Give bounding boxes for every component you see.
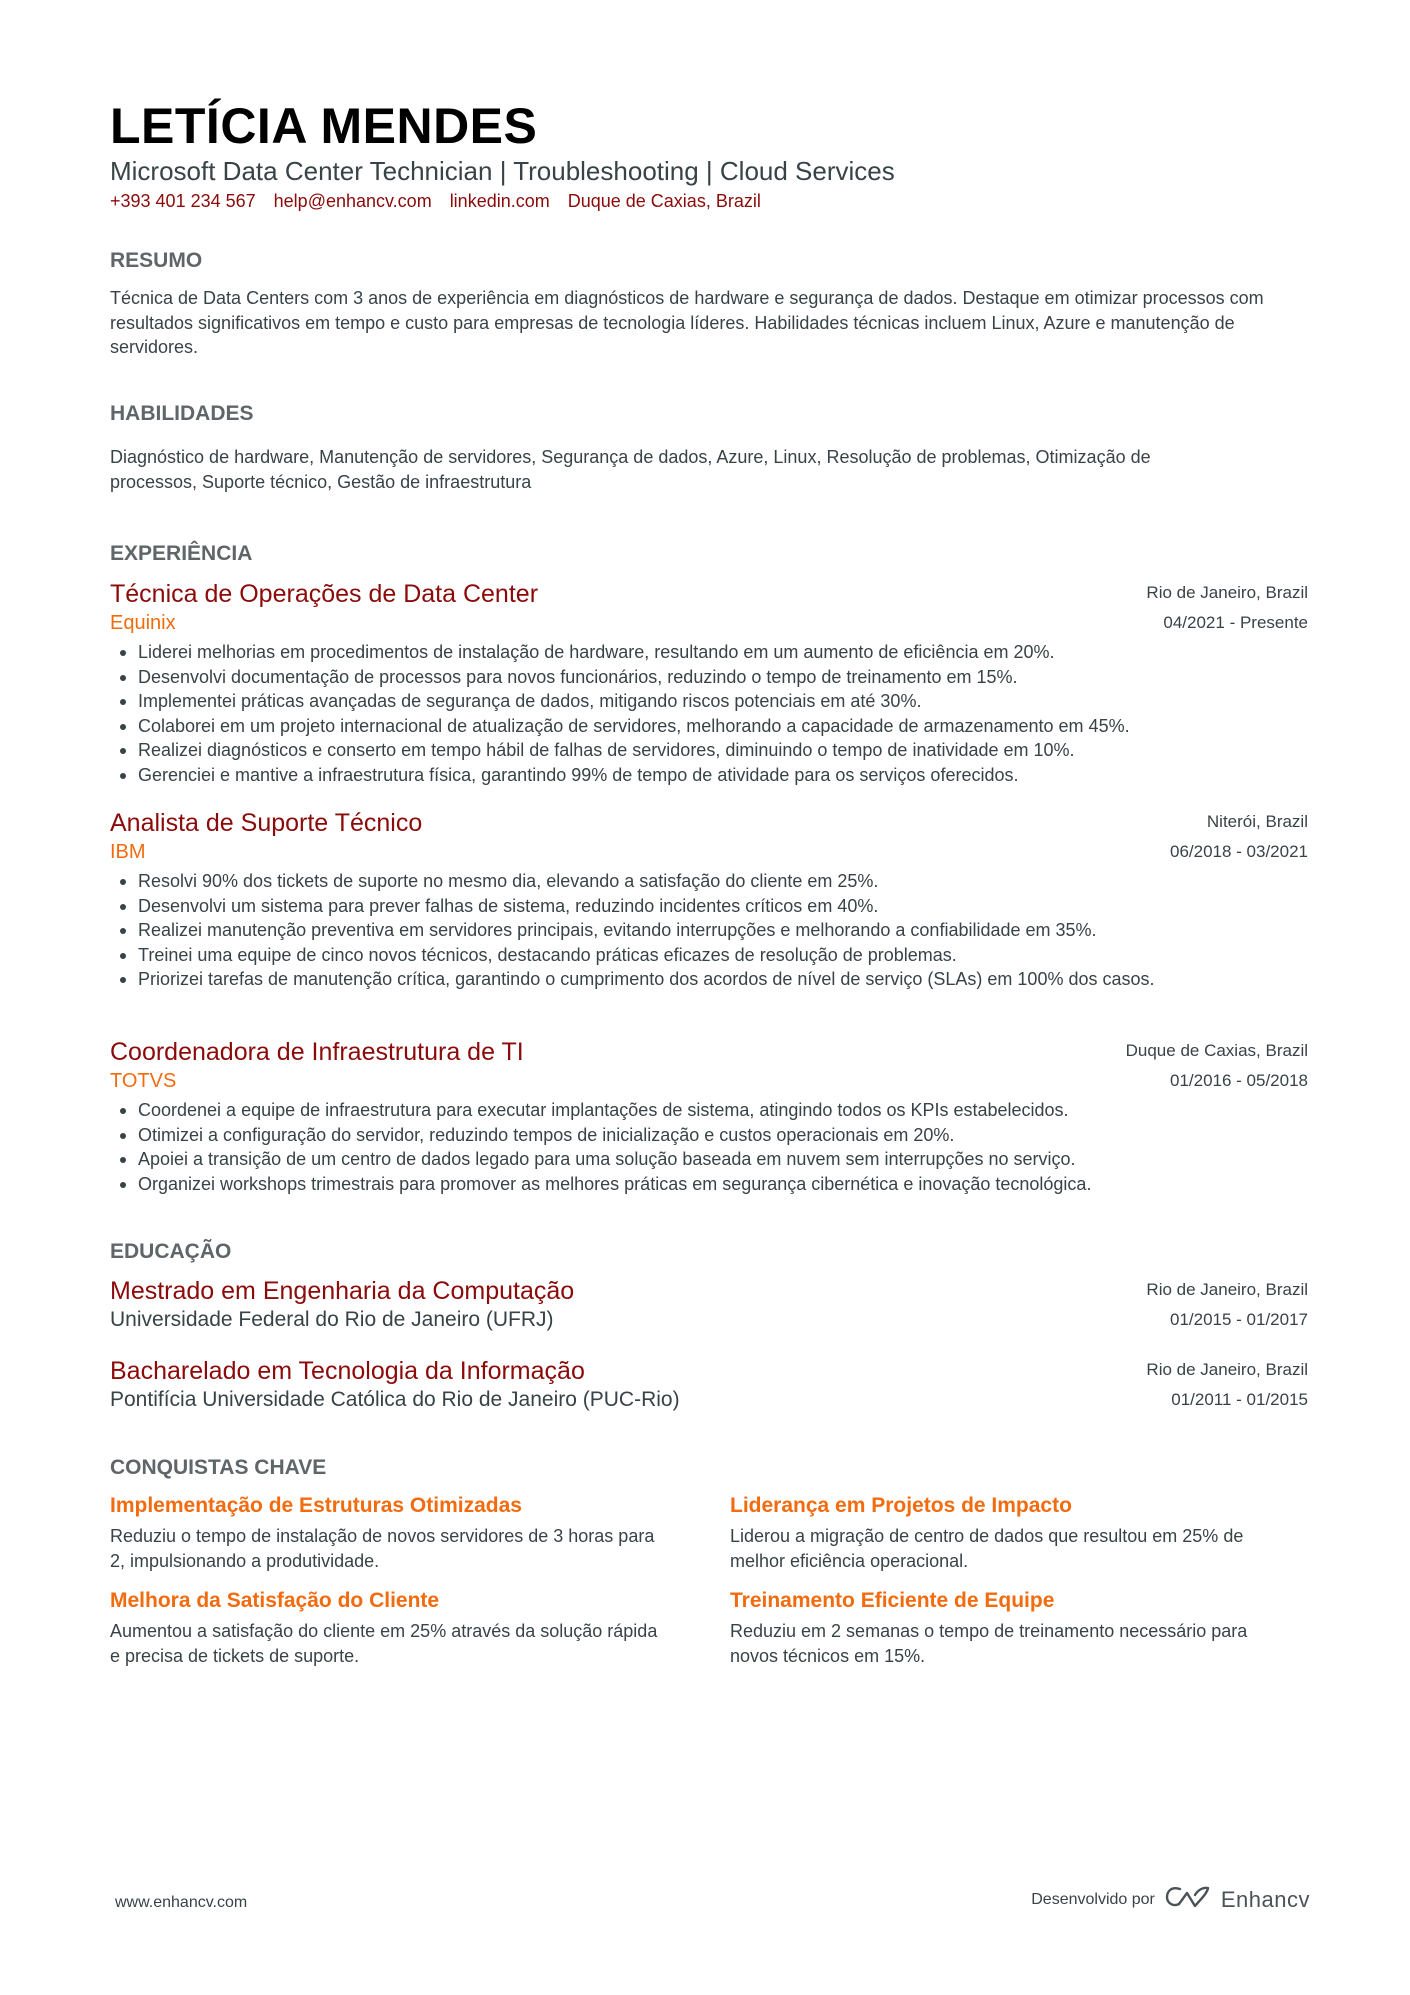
- achievement-title: Melhora da Satisfação do Cliente: [110, 1589, 440, 1612]
- bullet-item: Implementei práticas avançadas de segurança de dados, mitigando riscos potenciais em até 30%.: [110, 689, 1308, 714]
- achievement-title: Implementação de Estruturas Otimizadas: [110, 1494, 522, 1517]
- phone-link[interactable]: +393 401 234 567: [110, 191, 256, 211]
- achievement-description: Reduziu em 2 semanas o tempo de treinamento necessário para novos técnicos em 15%.: [730, 1621, 1248, 1666]
- achievement-item: [110, 1492, 730, 1573]
- achievement-item: [110, 1587, 730, 1668]
- section-title-achievements: CONQUISTAS CHAVE: [110, 1456, 327, 1479]
- linkedin-link[interactable]: linkedin.com: [449, 191, 550, 211]
- bullet-item: Liderei melhorias em procedimentos de instalação de hardware, resultando em um aumento de eficiência em 20%.: [110, 640, 1308, 665]
- education-dates: 01/2011 - 01/2015: [1171, 1390, 1308, 1409]
- enhancv-logo-icon: [1165, 1884, 1211, 1915]
- powered-by-label: Desenvolvido por: [1031, 1890, 1155, 1908]
- education-entry: [110, 1275, 1308, 1335]
- bullet-item: Resolvi 90% dos tickets de suporte no mesmo dia, elevando a satisfação do cliente em 25%.: [110, 869, 1308, 894]
- bullet-item: Coordenei a equipe de infraestrutura para executar implantações de sistema, atingindo todos os KPIs estabelecidos.: [110, 1098, 1308, 1123]
- school-location: Rio de Janeiro, Brazil: [1146, 1280, 1308, 1299]
- summary-text: Técnica de Data Centers com 3 anos de experiência em diagnósticos de hardware e segurança de dados. Destaque em otimizar processos com resultados significativos em tempo e custo para empresas de tecnologia líderes. Habilidades técnicas incluem Linux, Azure e manutenção de servidores.: [110, 288, 1264, 357]
- school-name: Universidade Federal do Rio de Janeiro (UFRJ): [110, 1308, 554, 1331]
- bullet-item: Desenvolvi um sistema para prever falhas de sistema, reduzindo incidentes críticos em 40%.: [110, 894, 1308, 919]
- school-name: Pontifícia Universidade Católica do Rio de Janeiro (PUC-Rio): [110, 1388, 680, 1411]
- contact-info: [110, 189, 761, 213]
- bullet-item: Realizei manutenção preventiva em servidores principais, evitando interrupções e melhorando a confiabilidade em 35%.: [110, 918, 1308, 943]
- achievement-description: Reduziu o tempo de instalação de novos servidores de 3 horas para 2, impulsionando a produtividade.: [110, 1526, 655, 1571]
- company-name: IBM: [110, 841, 146, 863]
- footer-website-link[interactable]: www.enhancv.com: [115, 1894, 248, 1911]
- achievement-description: Aumentou a satisfação do cliente em 25% através da solução rápida e precisa de tickets de suporte.: [110, 1621, 658, 1666]
- job-title: Técnica de Operações de Data Center: [110, 580, 539, 608]
- section-title-summary: RESUMO: [110, 249, 203, 272]
- email-link[interactable]: help@enhancv.com: [273, 191, 432, 211]
- bullet-item: Gerenciei e mantive a infraestrutura física, garantindo 99% de tempo de atividade para os serviços oferecidos.: [110, 763, 1308, 788]
- section-title-education: EDUCAÇÃO: [110, 1240, 232, 1263]
- job-location: Niterói, Brazil: [1206, 812, 1308, 831]
- experience-entry: [110, 578, 1308, 787]
- achievement-description: Liderou a migração de centro de dados que resultou em 25% de melhor eficiência operacional.: [730, 1526, 1244, 1571]
- education-entry: [110, 1355, 1308, 1415]
- achievements-grid: [110, 1492, 1308, 1668]
- bullet-item: Desenvolvi documentação de processos para novos funcionários, reduzindo o tempo de treinamento em 15%.: [110, 665, 1308, 690]
- location-text: Duque de Caxias, Brazil: [567, 191, 761, 211]
- job-bullets: [110, 869, 1308, 992]
- job-title: Coordenadora de Infraestrutura de TI: [110, 1038, 524, 1066]
- bullet-item: Organizei workshops trimestrais para promover as melhores práticas em segurança cibernética e inovação tecnológica.: [110, 1172, 1308, 1197]
- achievement-item: [730, 1587, 1308, 1668]
- job-dates: 06/2018 - 03/2021: [1169, 842, 1308, 861]
- achievement-title: Treinamento Eficiente de Equipe: [730, 1589, 1055, 1612]
- school-location: Rio de Janeiro, Brazil: [1146, 1360, 1308, 1379]
- candidate-headline: Microsoft Data Center Technician | Troubleshooting | Cloud Services: [110, 156, 895, 186]
- job-location: Duque de Caxias, Brazil: [1125, 1041, 1308, 1060]
- degree-title: Bacharelado em Tecnologia da Informação: [110, 1357, 585, 1385]
- job-dates: 04/2021 - Presente: [1163, 613, 1308, 632]
- bullet-item: Otimizei a configuração do servidor, reduzindo tempos de inicialização e custos operacionais em 20%.: [110, 1123, 1308, 1148]
- skills-text: Diagnóstico de hardware, Manutenção de servidores, Segurança de dados, Azure, Linux, Resolução de problemas, Otimização de processos, Suporte técnico, Gestão de infraestrutura: [110, 447, 1151, 492]
- footer-branding[interactable]: [1031, 1884, 1310, 1915]
- achievement-item: [730, 1492, 1308, 1573]
- section-title-skills: HABILIDADES: [110, 402, 254, 425]
- achievement-title: Liderança em Projetos de Impacto: [730, 1494, 1072, 1517]
- bullet-item: Priorizei tarefas de manutenção crítica, garantindo o cumprimento dos acordos de nível de serviço (SLAs) em 100% dos casos.: [110, 967, 1280, 992]
- experience-entry: [110, 807, 1308, 992]
- job-bullets: [110, 1098, 1308, 1196]
- job-dates: 01/2016 - 05/2018: [1169, 1071, 1308, 1090]
- company-name: TOTVS: [110, 1070, 177, 1092]
- job-bullets: [110, 640, 1308, 787]
- enhancv-brand: Enhancv: [1220, 1886, 1310, 1912]
- experience-entry: [110, 1036, 1308, 1196]
- bullet-item: Treinei uma equipe de cinco novos técnicos, destacando práticas eficazes de resolução de problemas.: [110, 943, 1308, 968]
- degree-title: Mestrado em Engenharia da Computação: [110, 1277, 575, 1305]
- education-dates: 01/2015 - 01/2017: [1169, 1310, 1308, 1329]
- bullet-item: Apoiei a transição de um centro de dados legado para uma solução baseada em nuvem sem interrupções no serviço.: [110, 1147, 1308, 1172]
- job-title: Analista de Suporte Técnico: [110, 809, 423, 837]
- company-name: Equinix: [110, 612, 176, 634]
- job-location: Rio de Janeiro, Brazil: [1146, 583, 1308, 602]
- section-title-experience: EXPERIÊNCIA: [110, 542, 253, 565]
- candidate-name: LETÍCIA MENDES: [110, 98, 538, 154]
- bullet-item: Colaborei em um projeto internacional de atualização de servidores, melhorando a capacidade de armazenamento em 45%.: [110, 714, 1308, 739]
- bullet-item: Realizei diagnósticos e conserto em tempo hábil de falhas de servidores, diminuindo o tempo de inatividade em 10%.: [110, 738, 1308, 763]
